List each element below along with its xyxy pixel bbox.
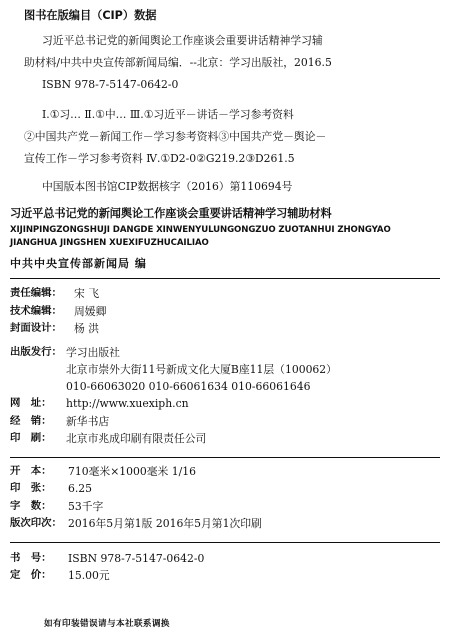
cip-classify-line: ②中国共产党－新闻工作－学习参考资料③中国共产党－舆论－: [24, 130, 327, 144]
staff-row: [10, 285, 440, 303]
info-value: 新华书店: [66, 414, 110, 428]
info-label: 经 销：: [10, 414, 52, 427]
pinyin-line: JIANGHUA JINGSHEN XUEXIFUZHUCAILIAO: [10, 238, 209, 249]
spec-row: [10, 515, 440, 533]
spec-label: 版次印次：: [10, 517, 62, 530]
isbn-row: [10, 550, 440, 568]
staff-list: [10, 285, 440, 338]
cip-isbn-line: ISBN 978-7-5147-0642-0: [42, 78, 179, 92]
cip-title-line: 助材料/中共中央宣传部新闻局编．--北京：学习出版社，2016.5: [24, 56, 332, 70]
spec-list: [10, 463, 440, 533]
publisher-row: [10, 344, 440, 362]
publisher-phones: 010-66063020 010-66061634 010-66061646: [66, 380, 311, 394]
staff-label: 技术编辑：: [10, 304, 62, 317]
staff-value: 宋 飞: [74, 287, 100, 301]
cip-data-line: 中国版本图书馆CIP数据核字（2016）第110694号: [42, 180, 293, 194]
spec-label: 印 张：: [10, 482, 52, 495]
price-label: 定 价：: [10, 569, 52, 582]
book-title: 习近平总书记党的新闻舆论工作座谈会重要讲话精神学习辅助材料: [10, 207, 332, 221]
isbn-value: ISBN 978-7-5147-0642-0: [68, 551, 205, 565]
staff-label: 责任编辑：: [10, 287, 62, 300]
staff-value: 杨 洪: [74, 322, 100, 336]
book-editor: 中共中央宣传部新闻局 编: [10, 257, 147, 271]
spec-row: [10, 498, 440, 516]
info-row: [10, 413, 440, 431]
publisher-block: [10, 344, 440, 448]
info-value: 北京市兆成印刷有限责任公司: [66, 432, 207, 446]
website-link: http://www.xuexiph.cn: [66, 397, 189, 411]
spec-value: 6.25: [68, 482, 93, 496]
staff-row: [10, 303, 440, 321]
publisher-address: 北京市崇外大街11号新成文化大厦B座11层（100062）: [66, 363, 337, 377]
cip-record: [24, 30, 440, 198]
cip-title-line: 习近平总书记党的新闻舆论工作座谈会重要讲话精神学习辅: [42, 34, 323, 48]
divider: [10, 278, 440, 279]
footnote: 如有印装错误请与本社联系调换: [44, 619, 170, 629]
spec-value: 710毫米×1000毫米 1/16: [68, 464, 196, 478]
spec-row: [10, 463, 440, 481]
staff-row: [10, 320, 440, 338]
isbn-block: [10, 550, 440, 585]
info-label: 网 址：: [10, 397, 52, 410]
staff-label: 封面设计：: [10, 322, 62, 335]
cip-classify-line: 宣传工作－学习参考资料 Ⅳ.①D2-0②G219.2③D261.5: [24, 152, 295, 166]
cip-header: 图书在版编目（CIP）数据: [24, 9, 157, 22]
spec-value: 2016年5月第1版 2016年5月第1次印刷: [68, 517, 262, 531]
cip-data-number: [24, 176, 440, 198]
spec-value: 53千字: [68, 499, 104, 513]
info-row: [10, 395, 440, 413]
divider: [10, 457, 440, 458]
publisher-label: 出版发行：: [10, 345, 62, 358]
staff-value: 周媛卿: [74, 304, 107, 318]
isbn-label: 书 号：: [10, 551, 52, 564]
cip-classification: [24, 104, 440, 170]
spec-row: [10, 480, 440, 498]
price-value: 15.00元: [68, 569, 110, 583]
book-title-pinyin: [10, 224, 440, 250]
cip-classify-line: Ⅰ.①习… Ⅱ.①中… Ⅲ.①习近平－讲话－学习参考资料: [42, 108, 294, 122]
pinyin-line: XIJINPINGZONGSHUJI DANGDE XINWENYULUNGONGZUO ZUOTANHUI ZHONGYAO: [10, 225, 391, 236]
spec-label: 字 数：: [10, 499, 52, 512]
divider: [10, 542, 440, 543]
spec-label: 开 本：: [10, 464, 52, 477]
price-row: [10, 567, 440, 585]
publisher-name: 学习出版社: [66, 345, 120, 359]
info-row: [10, 430, 440, 448]
info-label: 印 刷：: [10, 432, 52, 445]
